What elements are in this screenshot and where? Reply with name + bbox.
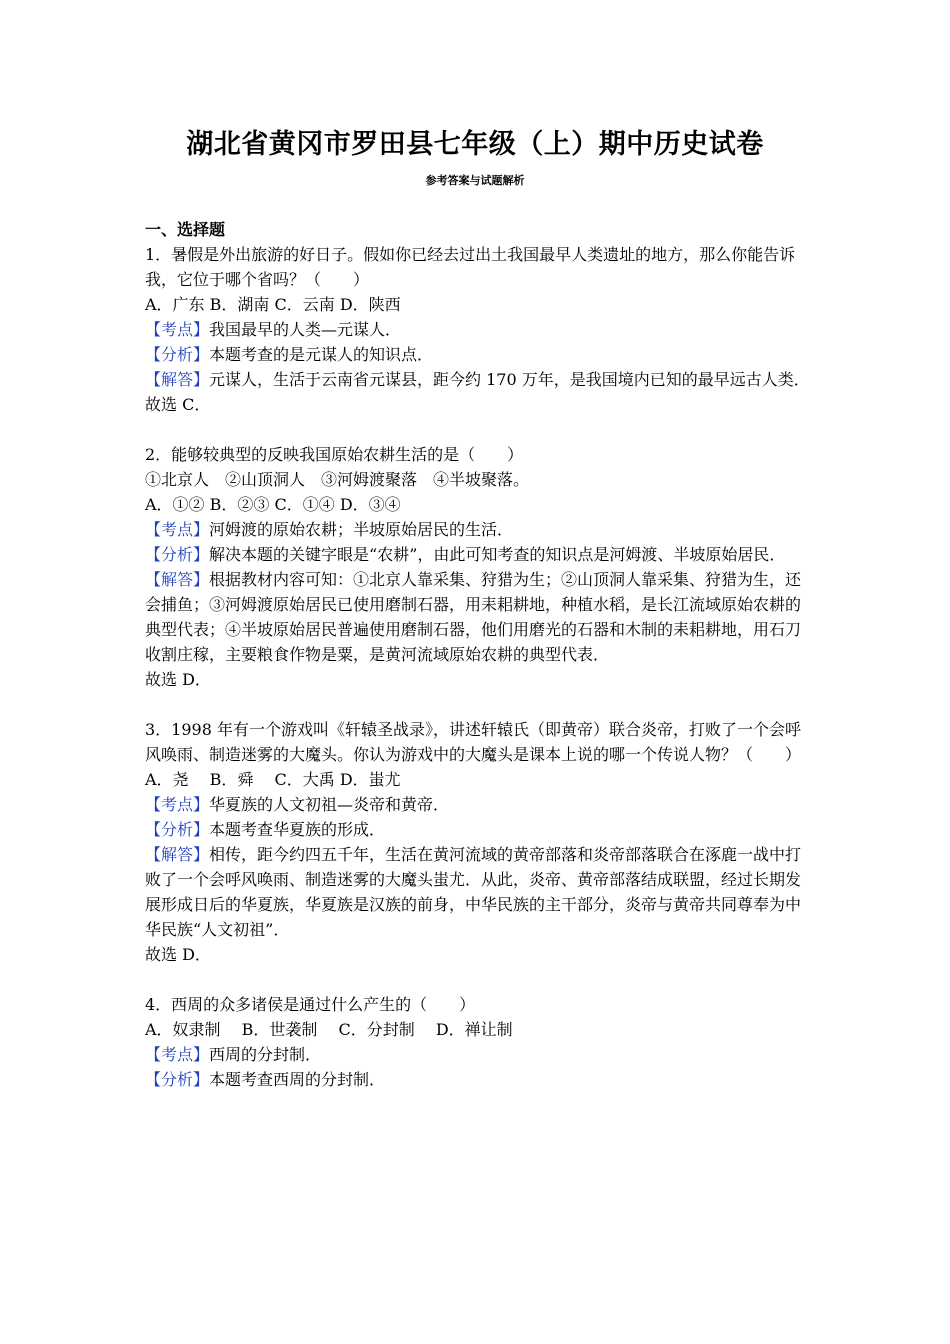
fenxi-text: 本题考查西周的分封制． xyxy=(209,1070,386,1089)
kaodian-text: 我国最早的人类—元谋人． xyxy=(209,320,402,339)
document-subtitle: 参考答案与试题解析 xyxy=(425,174,525,187)
question-stem: 4．西周的众多诸侯是通过什么产生的（ ） xyxy=(145,995,476,1014)
answer-line: 故选 D． xyxy=(145,945,211,964)
spacer xyxy=(145,692,810,717)
kaodian-row xyxy=(145,1042,810,1067)
kaodian-row xyxy=(145,792,810,817)
question-4 xyxy=(145,992,810,1092)
fenxi-tag: 【分析】 xyxy=(145,1070,210,1089)
question-3 xyxy=(145,717,810,967)
question-options: A．①② B．②③ C．①④ D．③④ xyxy=(145,495,401,514)
fenxi-row xyxy=(145,817,810,842)
question-items: ①北京人 ②山顶洞人 ③河姆渡聚落 ④半坡聚落。 xyxy=(145,470,530,489)
fenxi-text: 本题考查华夏族的形成． xyxy=(209,820,386,839)
question-options: A．奴隶制 B．世袭制 C．分封制 D．禅让制 xyxy=(145,1020,513,1039)
jieda-tag: 【解答】 xyxy=(145,570,210,589)
fenxi-text: 本题考查的是元谋人的知识点． xyxy=(209,345,434,364)
question-stem: 1．暑假是外出旅游的好日子。假如你已经去过出土我国最早人类遗址的地方，那么你能告诉我，它位于哪个省吗？（ ） xyxy=(145,245,796,289)
jieda-tag: 【解答】 xyxy=(145,370,210,389)
jieda-text: 相传，距今约四五千年，生活在黄河流域的黄帝部落和炎帝部落联合在涿鹿一战中打败了一个会呼风唤雨、制造迷雾的大魔头蚩尤．从此，炎帝、黄帝部落结成联盟，经过长期发展形成日后的华夏族，华夏族是汉族的前身，中华民族的主干部分，炎帝与黄帝共同尊奉为中华民族“人文初祖”． xyxy=(145,845,802,939)
fenxi-tag: 【分析】 xyxy=(145,345,210,364)
answer-line: 故选 C． xyxy=(145,395,211,414)
kaodian-tag: 【考点】 xyxy=(145,520,210,539)
fenxi-text: 解决本题的关键字眼是“农耕”，由此可知考查的知识点是河姆渡、半坡原始居民． xyxy=(209,545,786,564)
jieda-row xyxy=(145,842,810,942)
spacer xyxy=(145,967,810,992)
fenxi-row xyxy=(145,542,810,567)
kaodian-row xyxy=(145,517,810,542)
jieda-row xyxy=(145,367,810,392)
document-body xyxy=(145,217,810,1092)
kaodian-tag: 【考点】 xyxy=(145,795,210,814)
question-1 xyxy=(145,242,810,417)
section-heading: 一、选择题 xyxy=(145,220,226,239)
document-title: 湖北省黄冈市罗田县七年级（上）期中历史试卷 xyxy=(186,129,764,160)
kaodian-text: 西周的分封制． xyxy=(209,1045,322,1064)
kaodian-text: 河姆渡的原始农耕；半坡原始居民的生活． xyxy=(209,520,514,539)
fenxi-tag: 【分析】 xyxy=(145,545,210,564)
question-options: A．广东 B．湖南 C．云南 D．陕西 xyxy=(145,295,401,314)
fenxi-tag: 【分析】 xyxy=(145,820,210,839)
question-stem: 2．能够较典型的反映我国原始农耕生活的是（ ） xyxy=(145,445,524,464)
question-stem: 3．1998 年有一个游戏叫《轩辕圣战录》，讲述轩辕氏（即黄帝）联合炎帝，打败了一个会呼风唤雨、制造迷雾的大魔头。你认为游戏中的大魔头是课本上说的哪一个传说人物？（ ） xyxy=(145,720,802,764)
kaodian-tag: 【考点】 xyxy=(145,1045,210,1064)
fenxi-row xyxy=(145,1067,810,1092)
jieda-tag: 【解答】 xyxy=(145,845,210,864)
jieda-row xyxy=(145,567,810,667)
fenxi-row xyxy=(145,342,810,367)
jieda-text: 根据教材内容可知：①北京人靠采集、狩猎为生；②山顶洞人靠采集、狩猎为生，还会捕鱼；③河姆渡原始居民已使用磨制石器，用耒耜耕地，种植水稻，是长江流域原始农耕的典型代表；④半坡原始居民普遍使用磨制石器，他们用磨光的石器和木制的耒耜耕地，用石刀收割庄稼，主要粮食作物是粟，是黄河流域原始农耕的典型代表． xyxy=(145,570,802,664)
kaodian-row xyxy=(145,317,810,342)
jieda-text: 元谋人，生活于云南省元谋县，距今约 170 万年，是我国境内已知的最早远古人类． xyxy=(209,370,810,389)
spacer xyxy=(145,417,810,442)
question-2 xyxy=(145,442,810,692)
question-options: A．尧 B．舜 C．大禹 D．蚩尤 xyxy=(145,770,401,789)
answer-line: 故选 D． xyxy=(145,670,211,689)
kaodian-tag: 【考点】 xyxy=(145,320,210,339)
kaodian-text: 华夏族的人文初祖—炎帝和黄帝． xyxy=(209,795,450,814)
